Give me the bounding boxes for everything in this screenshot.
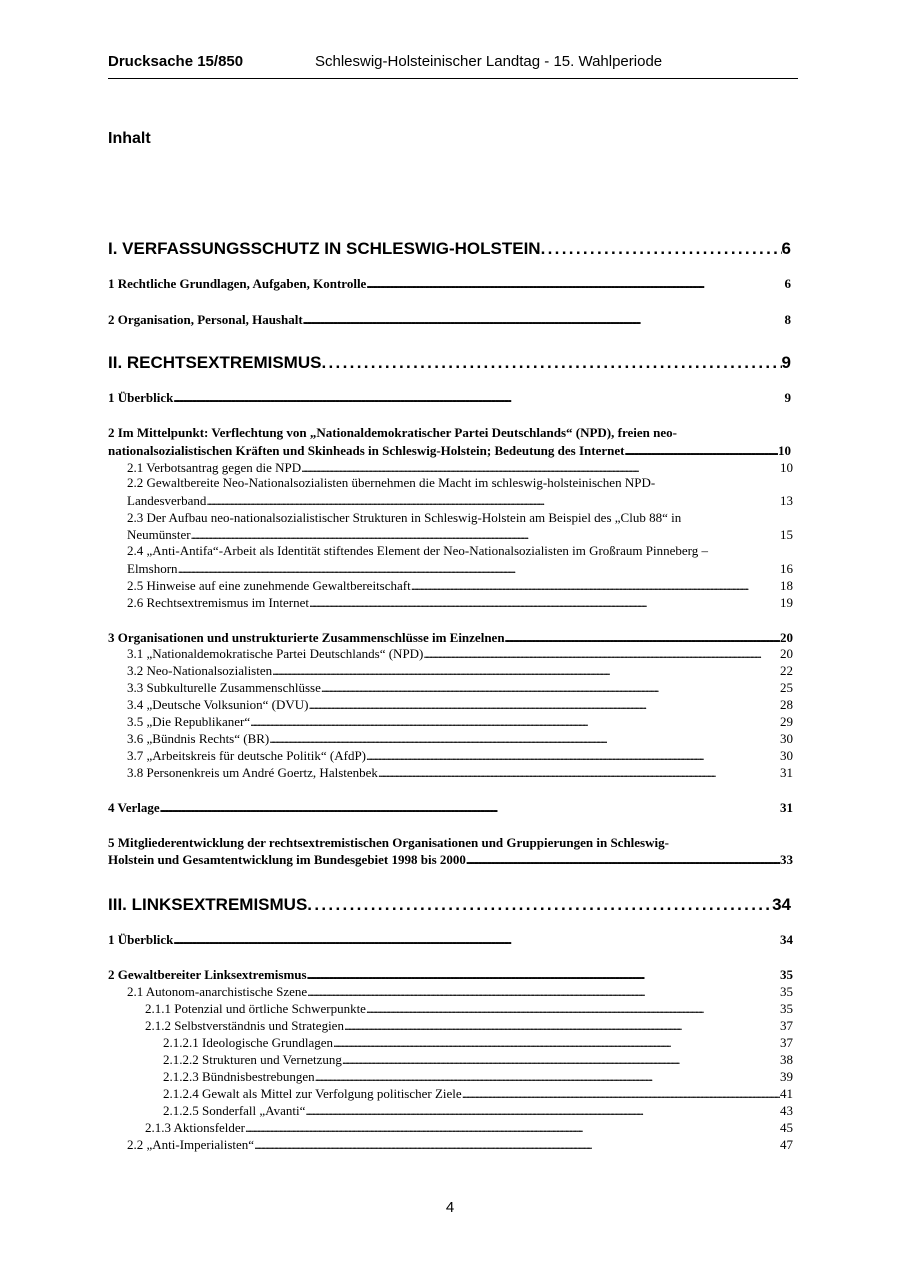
toc-entry-label: 3.5 „Die Republikaner“ (127, 714, 251, 729)
toc-entry-label: 3.4 „Deutsche Volksunion“ (DVU) (127, 697, 309, 712)
toc-subsection[interactable] (127, 560, 793, 577)
toc-entry-continuation: Landesverband (127, 493, 207, 508)
toc-level4[interactable] (163, 1034, 793, 1051)
toc-entry-label: 2 Organisation, Personal, Haushalt (108, 312, 303, 327)
toc-section[interactable] (108, 851, 793, 868)
leader-dots (191, 527, 780, 543)
toc-page-number: 37 (780, 1035, 793, 1050)
toc-page-number: 15 (780, 527, 793, 542)
toc-page-number: 19 (780, 595, 793, 610)
toc-section[interactable] (108, 966, 793, 983)
toc-page-number: 30 (780, 731, 793, 746)
leader-dots (342, 1052, 780, 1068)
toc-chapter[interactable] (108, 893, 791, 915)
toc-entry-label: III. LINKSEXTREMISMUS (108, 895, 308, 914)
toc-subsection[interactable] (127, 577, 793, 594)
toc-page-number: 35 (780, 1001, 793, 1016)
toc-section[interactable] (108, 275, 791, 292)
toc-entry-label: 3.6 „Bündnis Rechts“ (BR) (127, 731, 270, 746)
toc-entry-continuation: nationalsozialistischen Kräften und Skinheads in Schleswig-Holstein; Bedeutung des Internet (108, 443, 625, 458)
toc-page-number: 10 (778, 443, 791, 458)
leader-dots (344, 1018, 780, 1034)
leader-dots (366, 1001, 780, 1017)
toc-subsection[interactable] (127, 747, 793, 764)
toc-entry-label: 2.1.2.2 Strukturen und Vernetzung (163, 1052, 342, 1067)
toc-page-number: 20 (780, 630, 793, 645)
leader-dots (466, 852, 780, 868)
toc-section-first-line[interactable]: 5 Mitgliederentwicklung der rechtsextremistischen Organisationen und Gruppierungen in Schleswig- (108, 835, 669, 850)
toc-entry-continuation: Holstein und Gesamtentwicklung im Bundesgebiet 1998 bis 2000 (108, 852, 466, 867)
toc-entry-label: 3.3 Subkulturelle Zusammenschlüsse (127, 680, 321, 695)
toc-entry-label: 2.1.2 Selbstverständnis und Strategien (145, 1018, 344, 1033)
toc-entry-label: 2.1 Autonom-anarchistische Szene (127, 984, 308, 999)
toc-page-number: 6 (781, 239, 791, 258)
toc-page-number: 20 (780, 646, 793, 661)
toc-page-number: 43 (780, 1103, 793, 1118)
toc-entry-label: 3.8 Personenkreis um André Goertz, Halstenbek (127, 765, 378, 780)
toc-section[interactable] (108, 931, 793, 948)
toc-entry-label: II. RECHTSEXTREMISMUS (108, 353, 322, 372)
toc-page-number: 30 (780, 748, 793, 763)
toc-entry-label: 2 Gewaltbereiter Linksextremismus (108, 967, 307, 982)
leader-dots (254, 1137, 780, 1153)
leader-dots (309, 595, 780, 611)
leader-dots (307, 984, 780, 1000)
toc-subsection[interactable] (127, 696, 793, 713)
leader-dots (307, 895, 772, 915)
toc-subsection-first-line[interactable]: 2.3 Der Aufbau neo-nationalsozialistischer Strukturen in Schleswig-Holstein am Beispiel des „Club 88“ in (127, 510, 682, 525)
leader-dots (173, 390, 784, 406)
toc-subsection-first-line[interactable]: 2.4 „Anti-Antifa“-Arbeit als Identität stiftendes Element der Neo-Nationalsozialisten im Großraum Pinneberg – (127, 543, 708, 558)
leader-dots (505, 630, 780, 646)
toc-page-number: 31 (780, 765, 793, 780)
toc-page-number: 41 (780, 1086, 793, 1101)
leader-dots (378, 765, 780, 781)
toc-page-number: 13 (780, 493, 793, 508)
toc-subsection[interactable] (127, 459, 793, 476)
leader-dots (315, 1069, 780, 1085)
toc-page-number: 25 (780, 680, 793, 695)
toc-subsection[interactable] (127, 679, 793, 696)
leader-dots (245, 1120, 780, 1136)
leader-dots (333, 1035, 780, 1051)
toc-subsection[interactable] (127, 730, 793, 747)
toc-page-number: 9 (781, 353, 791, 372)
toc-entry-label: 1 Überblick (108, 932, 174, 947)
toc-entry-label: 2.1.2.4 Gewalt als Mittel zur Verfolgung politischer Ziele (163, 1086, 462, 1101)
toc-entry-continuation: Elmshorn (127, 561, 178, 576)
leader-dots (624, 443, 778, 459)
toc-entry-label: 3.2 Neo-Nationalsozialisten (127, 663, 273, 678)
toc-page-number: 22 (780, 663, 793, 678)
toc-level4[interactable] (163, 1051, 793, 1068)
toc-page-number: 28 (780, 697, 793, 712)
toc-entry-label: 2.1.1 Potenzial und örtliche Schwerpunkte (145, 1001, 366, 1016)
leader-dots (307, 967, 780, 983)
toc-entry-label: 1 Rechtliche Grundlagen, Aufgaben, Kontrolle (108, 276, 367, 291)
header-title: Schleswig-Holsteinischer Landtag - 15. Wahlperiode (315, 53, 663, 70)
toc-chapter[interactable] (108, 237, 791, 259)
leader-dots (178, 561, 780, 577)
toc-section-first-line[interactable]: 2 Im Mittelpunkt: Verflechtung von „Nationaldemokratischer Partei Deutschlands“ (NPD), freien neo- (108, 425, 677, 440)
toc-subsection[interactable] (127, 526, 793, 543)
toc-subsection[interactable] (127, 1136, 793, 1153)
toc-page-number: 16 (780, 561, 793, 576)
leader-dots (173, 932, 780, 948)
page-number: 4 (445, 1199, 455, 1216)
toc-section[interactable] (108, 629, 793, 646)
toc-entry-label: 4 Verlage (108, 800, 160, 815)
toc-section[interactable] (108, 311, 791, 328)
toc-subsection-first-line[interactable]: 2.2 Gewaltbereite Neo-Nationalsozialisten übernehmen die Macht im schleswig-holsteinischen NPD- (127, 475, 656, 490)
toc-page-number: 34 (780, 932, 793, 947)
toc-page-number: 39 (780, 1069, 793, 1084)
toc-subsection[interactable] (127, 662, 793, 679)
toc-entry-label: 2.1.3 Aktionsfelder (145, 1120, 246, 1135)
toc-page-number: 6 (784, 276, 791, 291)
toc-level4[interactable] (163, 1102, 793, 1119)
leader-dots (541, 239, 782, 259)
toc-page-number: 37 (780, 1018, 793, 1033)
toc-page-number: 47 (780, 1137, 793, 1152)
toc-page-number: 29 (780, 714, 793, 729)
toc-subsection[interactable] (127, 983, 793, 1000)
toc-page-number: 10 (780, 460, 793, 475)
leader-dots (423, 646, 780, 662)
toc-page-number: 33 (780, 852, 793, 867)
contents-heading: Inhalt (108, 130, 151, 147)
toc-subsection[interactable] (127, 594, 793, 611)
toc-page-number: 9 (784, 390, 791, 405)
toc-entry-label: 2.2 „Anti-Imperialisten“ (127, 1137, 255, 1152)
toc-section[interactable] (108, 799, 793, 816)
toc-subsubsection[interactable] (145, 1119, 793, 1136)
leader-dots (303, 312, 785, 328)
toc-page-number: 34 (772, 895, 791, 914)
toc-subsubsection[interactable] (145, 1000, 793, 1017)
leader-dots (366, 276, 784, 292)
leader-dots (366, 748, 780, 764)
toc-entry-label: 3.7 „Arbeitskreis für deutsche Politik“ (AfdP) (127, 748, 367, 763)
toc-page-number: 8 (784, 312, 791, 327)
leader-dots (301, 460, 780, 476)
leader-dots (272, 663, 780, 679)
leader-dots (160, 800, 780, 816)
toc-page-number: 45 (780, 1120, 793, 1135)
leader-dots (321, 353, 781, 373)
document-number: Drucksache 15/850 (108, 53, 244, 70)
toc-entry-label: 2.6 Rechtsextremismus im Internet (127, 595, 309, 610)
toc-entry-continuation: Neumünster (127, 527, 191, 542)
toc-section[interactable] (108, 442, 791, 459)
toc-entry-label: 2.1.2.3 Bündnisbestrebungen (163, 1069, 315, 1084)
toc-entry-label: 3 Organisationen und unstrukturierte Zusammenschlüsse im Einzelnen (108, 630, 505, 645)
leader-dots (305, 1103, 780, 1119)
toc-entry-label: I. VERFASSUNGSSCHUTZ IN SCHLESWIG-HOLSTEIN (108, 239, 541, 258)
toc-page-number: 35 (780, 967, 793, 982)
toc-entry-label: 2.5 Hinweise auf eine zunehmende Gewaltbereitschaft (127, 578, 411, 593)
leader-dots (321, 680, 780, 696)
toc-entry-label: 2.1.2.1 Ideologische Grundlagen (163, 1035, 334, 1050)
toc-entry-label: 2.1.2.5 Sonderfall „Avanti“ (163, 1103, 306, 1118)
leader-dots (250, 714, 780, 730)
toc-page-number: 38 (780, 1052, 793, 1067)
toc-chapter[interactable] (108, 351, 791, 373)
toc-entry-label: 2.1 Verbotsantrag gegen die NPD (127, 460, 302, 475)
toc-entry-label: 3.1 „Nationaldemokratische Partei Deutschlands“ (NPD) (127, 646, 424, 661)
leader-dots (206, 493, 780, 509)
toc-subsubsection[interactable] (145, 1017, 793, 1034)
toc-entry-label: 1 Überblick (108, 390, 174, 405)
toc-page-number: 35 (780, 984, 793, 999)
toc-subsection[interactable] (127, 764, 793, 781)
toc-subsection[interactable] (127, 713, 793, 730)
leader-dots (462, 1086, 780, 1102)
toc-subsection[interactable] (127, 492, 793, 509)
toc-section[interactable] (108, 389, 791, 406)
leader-dots (269, 731, 780, 747)
toc-page-number: 18 (780, 578, 793, 593)
toc-level4[interactable] (163, 1068, 793, 1085)
page-header (108, 52, 798, 79)
toc-page-number: 31 (780, 800, 793, 815)
leader-dots (411, 578, 780, 594)
leader-dots (309, 697, 781, 713)
toc-level4[interactable] (163, 1085, 793, 1102)
toc-subsection[interactable] (127, 645, 793, 662)
